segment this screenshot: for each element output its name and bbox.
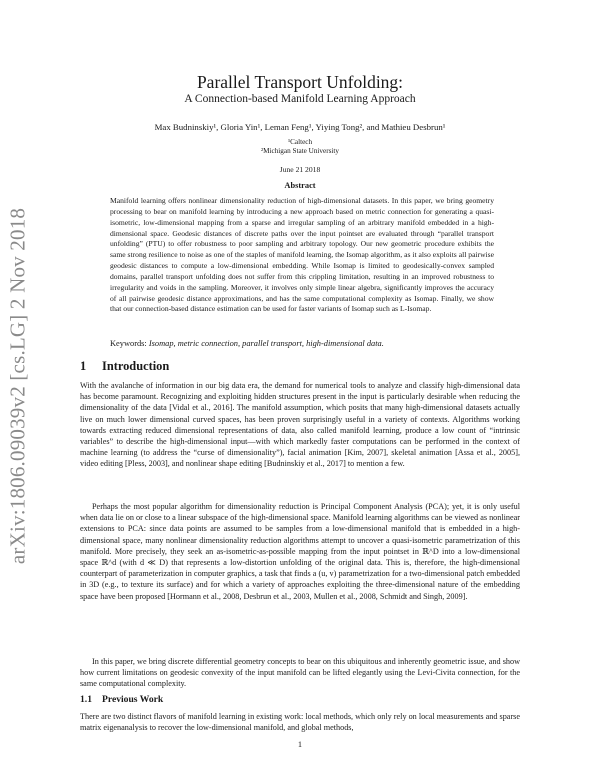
abstract-heading: Abstract xyxy=(284,181,316,190)
subsection-heading-previous-work xyxy=(80,694,163,705)
paper-subtitle: A Connection-based Manifold Learning Approach xyxy=(184,93,416,105)
section-title: Introduction xyxy=(102,359,170,373)
subsection-title: Previous Work xyxy=(102,694,164,705)
arxiv-identifier: arXiv:1806.09039v2 [cs.LG] 2 Nov 2018 xyxy=(5,207,30,565)
page-number: 1 xyxy=(297,740,303,749)
section-number: 1 xyxy=(80,359,87,373)
abstract-text: Manifold learning offers nonlinear dimensionality reduction of high-dimensional datasets. In this paper, we bring geometry processing to bear on manifold learning by introducing a new approach based on metric connection for generating a quasi-isometric, low-dimensional mapping from a sparse and irregular sampling of an arbitrary manifold embedded in a high-dimensional space. Geodesic distances of discrete paths over the input pointset are evaluated through “parallel transport unfolding” (PTU) to offer robustness to poor sampling and arbitrary topology. Our new geometric procedure exhibits the same strong resilience to noise as one of the staples of manifold learning, the Isomap algorithm, as it also exploits all pairwise geodesic distances to compute a low-dimensional embedding. While Isomap is limited to geodesically-convex sampled domains, parallel transport unfolding does not suffer from this crippling limitation, resulting in an improved robustness to irregularity and voids in the sampling. Moreover, it involves only simple linear algebra, significantly improves the accuracy of all pairwise geodesic distance approximations, and has the same computational complexity as Isomap. Finally, we show that our connection-based distance estimation can be used for faster variants of Isomap such as L-Isomap. xyxy=(110,196,494,314)
previous-work-paragraph: There are two distinct flavors of manifold learning in existing work: local methods, which only rely on local measurements and sparse matrix eigenanalysis to recover the low-dimensional manifold, and global methods, xyxy=(80,712,520,733)
section-heading-introduction xyxy=(80,359,169,374)
keywords-label: Keywords: xyxy=(110,339,147,348)
author-list: Max Budninskiy¹, Gloria Yin¹, Leman Feng¹, Yiying Tong², and Mathieu Desbrun¹ xyxy=(154,122,446,132)
keywords-line xyxy=(110,339,510,348)
affiliation-msu: ²Michigan State University xyxy=(260,147,339,155)
intro-paragraph-1: With the avalanche of information in our big data era, the demand for numerical tools to analyze and classify high-dimensional data has become paramount. Recognizing and exploiting hidden structures present in the input is particularly desirable when reducing the dimensionality of the data [Vidal et al., 2016]. The manifold assumption, which posits that many high-dimensional datasets actually live on much lower dimensional curved spaces, has been proven surprisingly useful in a variety of contexts. Algorithms working towards extracting reduced dimensional representations of data, also called manifold learning, produce a low count of “intrinsic variables” to describe the high-dimensional input—with which markedly faster computations can be performed in the context of machine learning (to address the “curse of dimensionality”), facial animation [Kim, 2007], skeletal animation [Assa et al., 2005], video editing [Pless, 2003], and nonlinear shape editing [Budninskiy et al., 2017] to mention a few. xyxy=(80,381,520,469)
affiliation-caltech: ¹Caltech xyxy=(287,138,313,146)
intro-paragraph-2: Perhaps the most popular algorithm for dimensionality reduction is Principal Component Analysis (PCA); yet, it is only useful when data lie on or close to a linear subspace of the high-dimensional space. Manifold learning algorithms can be viewed as nonlinear extensions to PCA: since data points are assumed to be samples from a low-dimensional manifold that is embedded in a high-dimensional space, many nonlinear dimensionality reduction algorithms attempt to uncover a quasi-isometric parametrization of this manifold. More precisely, they seek an as-isometric-as-possible mapping from the input pointset in ℝ^D into a low-dimensional space ℝ^d (with d ≪ D) that represents a low-distortion unfolding of the original data. This is, therefore, the high-dimensional counterpart of parameterization in computer graphics, a task that finds a (u, v) parametrization for a two-dimensional patch embedded in 3D (e.g., to texture its surface) and for which a variety of approaches exploiting the three-dimensional nature of the embedding space have been proposed [Hormann et al., 2008, Desbrun et al., 2003, Mullen et al., 2008, Schmidt and Singh, 2009]. xyxy=(80,502,520,601)
paper-date: June 21 2018 xyxy=(279,165,321,174)
paper-title: Parallel Transport Unfolding: xyxy=(196,72,404,92)
subsection-number: 1.1 xyxy=(80,694,92,705)
keywords-list: Isomap, metric connection, parallel transport, high-dimensional data. xyxy=(148,339,384,348)
intro-paragraph-3: In this paper, we bring discrete differential geometry concepts to bear on this ubiquitous and inherently geometric issue, and show how current limitations on geodesic convexity of the input manifold can be lifted elegantly using the Levi-Civita connection, for the same computational complexity. xyxy=(80,657,520,689)
